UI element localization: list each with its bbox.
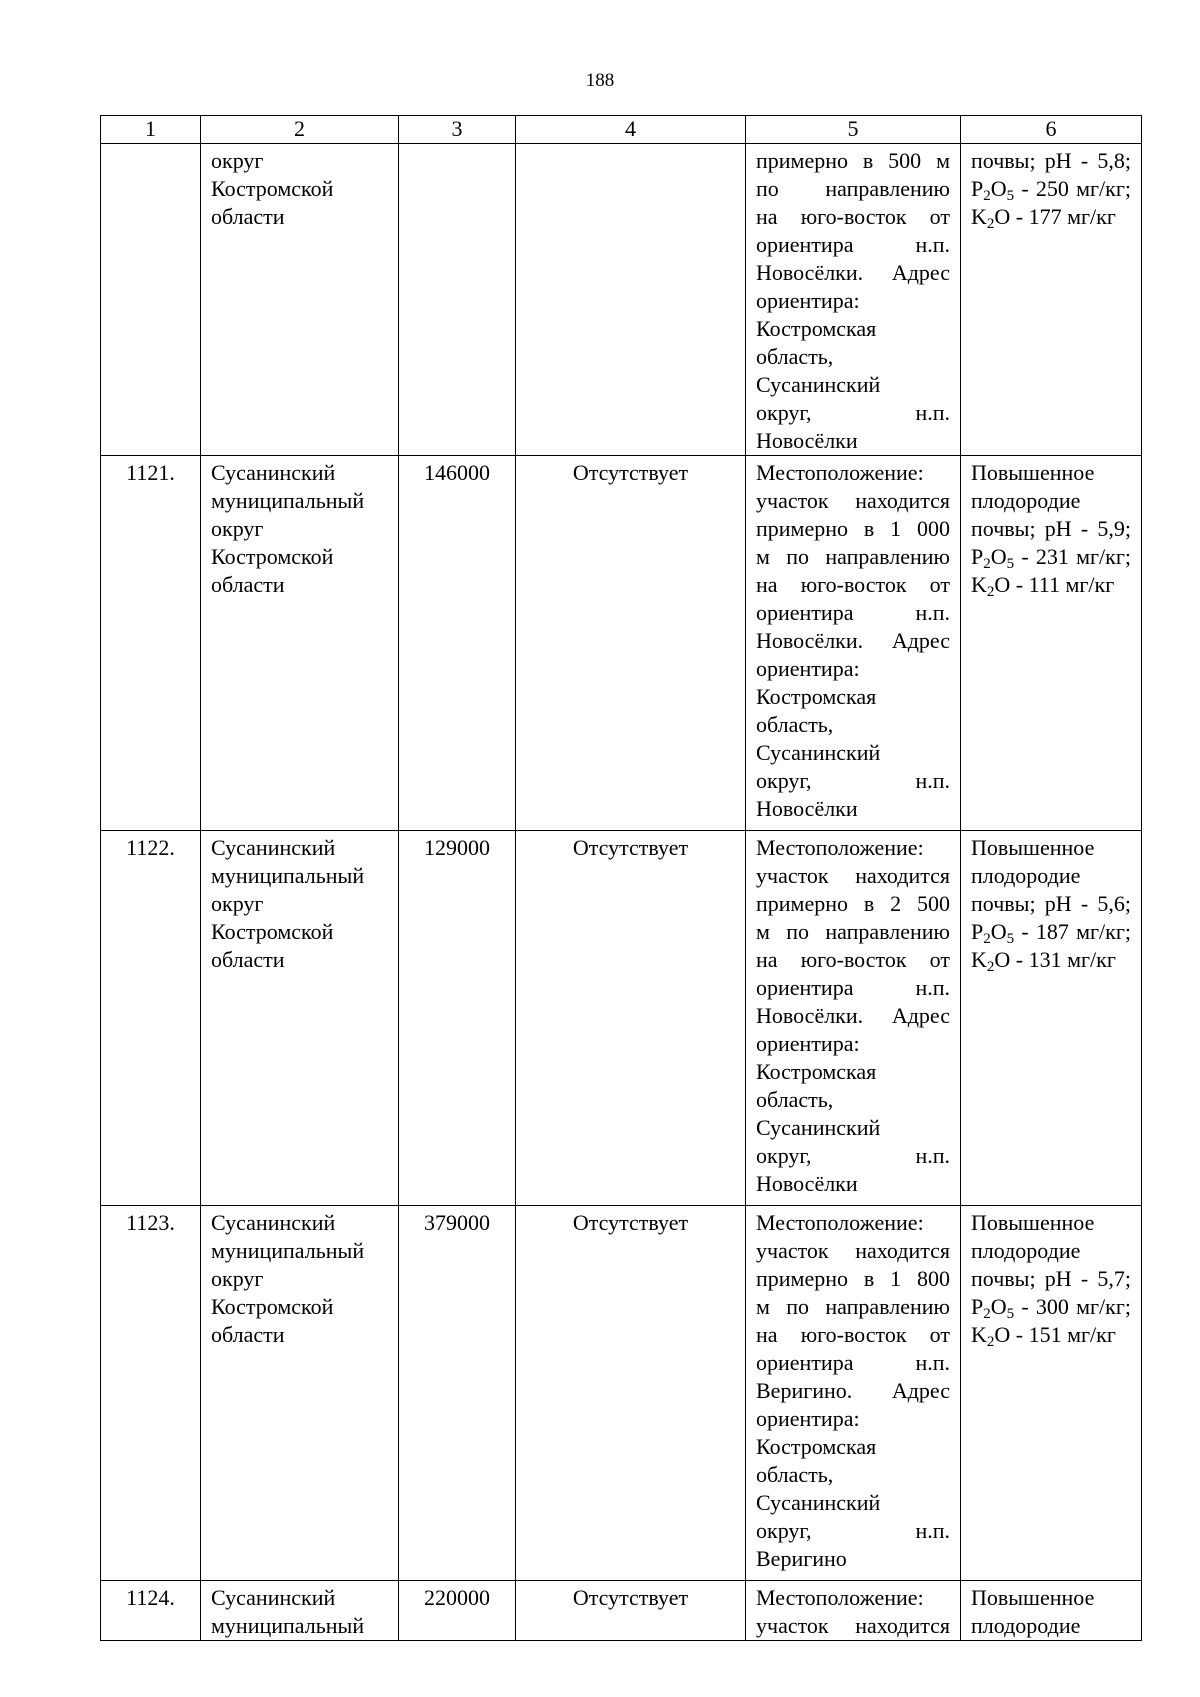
p2o5-subscript: 5 bbox=[1006, 1306, 1015, 1322]
district-line: Сусанинский bbox=[211, 1585, 336, 1610]
header-cell: 6 bbox=[961, 116, 1142, 144]
location-cell bbox=[746, 1206, 961, 1581]
location-line: Костромская bbox=[756, 684, 877, 709]
district-line: муниципальный bbox=[211, 1613, 365, 1638]
location-line: примерно в 1 800 bbox=[756, 1266, 950, 1291]
district-cell bbox=[201, 1581, 399, 1641]
location-line: Сусанинский bbox=[756, 372, 881, 397]
header-cell: 2 bbox=[201, 116, 399, 144]
district-line: округ bbox=[211, 516, 264, 541]
k2o-value: 151 bbox=[1028, 1322, 1062, 1347]
location-cell bbox=[746, 1581, 961, 1641]
area-cell: 220000 bbox=[399, 1581, 516, 1641]
location-line: область, bbox=[756, 712, 834, 737]
page-number: 188 bbox=[585, 70, 615, 91]
area-cell: 129000 bbox=[399, 831, 516, 1206]
location-line: Местоположение: bbox=[756, 835, 924, 860]
p2o5-subscript: 2 bbox=[983, 556, 991, 572]
district-line: области bbox=[211, 947, 285, 972]
location-line: Новосёлки. Адрес bbox=[756, 1003, 950, 1028]
ph-label: pH - bbox=[1044, 516, 1089, 541]
location-line: округ, н.п. bbox=[756, 768, 950, 793]
location-line: м по направлению bbox=[756, 919, 950, 944]
location-line: участок находится bbox=[756, 1613, 950, 1638]
p2o5-value: 250 bbox=[1035, 176, 1069, 201]
k2o-symbol-k: K bbox=[971, 204, 987, 229]
p2o5-value: 187 bbox=[1035, 919, 1069, 944]
soil-cell bbox=[961, 1581, 1142, 1641]
k2o-symbol-o: O bbox=[994, 947, 1011, 972]
location-line: Новосёлки bbox=[756, 1171, 858, 1196]
district-line: округ bbox=[211, 148, 264, 173]
location-line: округ, н.п. bbox=[756, 400, 950, 425]
table-row bbox=[101, 144, 1142, 456]
p2o5-subscript: 5 bbox=[1006, 931, 1015, 947]
row-number-cell: 1123. bbox=[101, 1206, 201, 1581]
k2o-value: 177 bbox=[1028, 204, 1062, 229]
district-line: Сусанинский bbox=[211, 1210, 336, 1235]
location-line: область, bbox=[756, 1087, 834, 1112]
location-line: ориентира: bbox=[756, 288, 860, 313]
soil-word: почвы; bbox=[971, 891, 1036, 916]
k2o-symbol-o: O bbox=[994, 572, 1011, 597]
p2o5-symbol-p: P bbox=[971, 176, 984, 201]
location-line: на юго-восток от bbox=[756, 204, 950, 229]
soil-word: почвы; bbox=[971, 148, 1036, 173]
k2o-subscript: 2 bbox=[986, 584, 995, 600]
p2o5-value: 231 bbox=[1035, 544, 1069, 569]
row-number-cell: 1121. bbox=[101, 456, 201, 831]
area-cell bbox=[399, 144, 516, 456]
ph-value: 5,9 bbox=[1097, 516, 1125, 541]
soil-word: почвы; bbox=[971, 516, 1036, 541]
p2o5-subscript: 5 bbox=[1006, 556, 1015, 572]
header-cell: 4 bbox=[516, 116, 746, 144]
k2o-value: 111 bbox=[1028, 572, 1060, 597]
area-cell: 379000 bbox=[399, 1206, 516, 1581]
district-cell bbox=[201, 831, 399, 1206]
district-line: муниципальный bbox=[211, 1238, 365, 1263]
location-line: Костромская bbox=[756, 1059, 877, 1084]
location-line: на юго-восток от bbox=[756, 572, 950, 597]
unit-label: мг/кг bbox=[1076, 176, 1125, 201]
status-cell: Отсутствует bbox=[516, 456, 746, 831]
area-cell: 146000 bbox=[399, 456, 516, 831]
row-number-cell: 1122. bbox=[101, 831, 201, 1206]
land-plots-table bbox=[100, 115, 1142, 1641]
unit-label: мг/кг bbox=[1076, 1294, 1125, 1319]
location-line: примерно в 1 000 bbox=[756, 516, 950, 541]
ph-value: 5,6 bbox=[1097, 891, 1125, 916]
table-header-row bbox=[101, 116, 1142, 144]
location-line: на юго-восток от bbox=[756, 947, 950, 972]
district-line: Костромской bbox=[211, 919, 334, 944]
unit-label: мг/кг bbox=[1067, 1322, 1116, 1347]
soil-fertility-label: Повышенное плодородие bbox=[971, 460, 1095, 513]
header-cell: 3 bbox=[399, 116, 516, 144]
table-row bbox=[101, 456, 1142, 831]
soil-word: почвы; bbox=[971, 1266, 1036, 1291]
location-line: м по направлению bbox=[756, 1294, 950, 1319]
p2o5-subscript: 2 bbox=[983, 1306, 991, 1322]
district-line: Сусанинский bbox=[211, 460, 336, 485]
k2o-symbol-k: K bbox=[971, 947, 987, 972]
row-number-cell bbox=[101, 144, 201, 456]
table-row bbox=[101, 831, 1142, 1206]
location-line: Местоположение: bbox=[756, 1210, 924, 1235]
district-line: округ bbox=[211, 1266, 264, 1291]
soil-fertility-label: Повышенное плодородие bbox=[971, 1585, 1095, 1638]
k2o-symbol-k: K bbox=[971, 572, 987, 597]
unit-label: мг/кг bbox=[1065, 572, 1115, 597]
location-line: ориентира: bbox=[756, 1031, 860, 1056]
district-cell bbox=[201, 1206, 399, 1581]
location-line: ориентира н.п. bbox=[756, 1350, 950, 1375]
ph-value: 5,7 bbox=[1097, 1266, 1125, 1291]
p2o5-symbol-p: P bbox=[971, 1294, 984, 1319]
location-line: Костромская bbox=[756, 316, 877, 341]
district-line: Сусанинский bbox=[211, 835, 336, 860]
location-cell bbox=[746, 831, 961, 1206]
soil-cell: Повышенное плодородие почвы; pH - 5,9; $P_2O_5 - 231$ мг/кг; $K_2O - 111$ мг/кг bbox=[961, 456, 1142, 831]
location-line: Веригино. Адрес bbox=[756, 1378, 950, 1403]
unit-label: мг/кг bbox=[1067, 204, 1116, 229]
location-line: участок находится bbox=[756, 488, 950, 513]
district-line: Костромской bbox=[211, 1294, 334, 1319]
k2o-symbol-o: O bbox=[994, 204, 1011, 229]
table-row bbox=[101, 1581, 1142, 1641]
location-line: Сусанинский bbox=[756, 1490, 881, 1515]
soil-cell: Повышенное плодородие почвы; pH - 5,6; $P_2O_5 - 187$ мг/кг; $K_2O - 131$ мг/кг bbox=[961, 831, 1142, 1206]
table-row bbox=[101, 1206, 1142, 1581]
location-line: Сусанинский bbox=[756, 740, 881, 765]
location-line: ориентира: bbox=[756, 1406, 860, 1431]
k2o-subscript: 2 bbox=[986, 959, 995, 975]
location-line: ориентира н.п. bbox=[756, 600, 950, 625]
district-cell bbox=[201, 144, 399, 456]
status-cell bbox=[516, 144, 746, 456]
soil-fertility-label: Повышенное плодородие bbox=[971, 1210, 1095, 1263]
unit-label: мг/кг bbox=[1076, 919, 1125, 944]
location-cell bbox=[746, 456, 961, 831]
p2o5-symbol-p: P bbox=[971, 919, 984, 944]
location-line: ориентира н.п. bbox=[756, 975, 950, 1000]
location-line: Новосёлки bbox=[756, 428, 858, 453]
p2o5-subscript: 5 bbox=[1006, 188, 1015, 204]
p2o5-subscript: 2 bbox=[983, 188, 991, 204]
status-cell: Отсутствует bbox=[516, 1206, 746, 1581]
location-line: по направлению bbox=[756, 176, 950, 201]
soil-fertility-label: Повышенное плодородие bbox=[971, 835, 1095, 888]
k2o-value: 131 bbox=[1028, 947, 1062, 972]
district-line: области bbox=[211, 1322, 285, 1347]
location-line: область, bbox=[756, 344, 834, 369]
location-line: Сусанинский bbox=[756, 1115, 881, 1140]
location-line: округ, н.п. bbox=[756, 1518, 950, 1543]
district-line: муниципальный bbox=[211, 863, 365, 888]
unit-label: мг/кг bbox=[1067, 947, 1116, 972]
location-line: Костромская bbox=[756, 1434, 877, 1459]
k2o-subscript: 2 bbox=[986, 216, 995, 232]
location-line: Новосёлки bbox=[756, 796, 858, 821]
location-cell bbox=[746, 144, 961, 456]
district-line: муниципальный bbox=[211, 488, 365, 513]
p2o5-symbol-p: P bbox=[971, 544, 984, 569]
location-line: область, bbox=[756, 1462, 834, 1487]
k2o-symbol-o: O bbox=[994, 1322, 1011, 1347]
location-line: Местоположение: bbox=[756, 1585, 924, 1610]
header-cell: 1 bbox=[101, 116, 201, 144]
header-cell: 5 bbox=[746, 116, 961, 144]
p2o5-symbol-o: O bbox=[990, 544, 1007, 569]
soil-cell: Повышенное плодородие почвы; pH - 5,7; $P_2O_5 - 300$ мг/кг; $K_2O - 151$ мг/кг bbox=[961, 1206, 1142, 1581]
k2o-symbol-k: K bbox=[971, 1322, 987, 1347]
soil-cell: почвы; pH - 5,8; $P_2O_5 - 250$ мг/кг; $K_2O - 177$ мг/кг bbox=[961, 144, 1142, 456]
location-line: на юго-восток от bbox=[756, 1322, 950, 1347]
p2o5-subscript: 2 bbox=[983, 931, 991, 947]
location-line: округ, н.п. bbox=[756, 1143, 950, 1168]
p2o5-value: 300 bbox=[1035, 1294, 1069, 1319]
location-line: примерно в 2 500 bbox=[756, 891, 950, 916]
status-cell: Отсутствует bbox=[516, 831, 746, 1206]
location-line: ориентира: bbox=[756, 656, 860, 681]
district-line: Костромской bbox=[211, 176, 334, 201]
ph-label: pH - bbox=[1044, 148, 1089, 173]
district-line: области bbox=[211, 572, 285, 597]
ph-label: pH - bbox=[1044, 1266, 1089, 1291]
p2o5-symbol-o: O bbox=[990, 1294, 1007, 1319]
location-line: Местоположение: bbox=[756, 460, 924, 485]
location-line: участок находится bbox=[756, 1238, 950, 1263]
district-line: округ bbox=[211, 891, 264, 916]
row-number-cell: 1124. bbox=[101, 1581, 201, 1641]
location-line: Новосёлки. Адрес bbox=[756, 260, 950, 285]
location-line: Новосёлки. Адрес bbox=[756, 628, 950, 653]
district-line: области bbox=[211, 204, 285, 229]
p2o5-symbol-o: O bbox=[990, 176, 1007, 201]
location-line: ориентира н.п. bbox=[756, 232, 950, 257]
ph-value: 5,8 bbox=[1097, 148, 1125, 173]
unit-label: мг/кг bbox=[1076, 544, 1125, 569]
district-cell bbox=[201, 456, 399, 831]
status-cell: Отсутствует bbox=[516, 1581, 746, 1641]
location-line: Веригино bbox=[756, 1546, 847, 1571]
location-line: участок находится bbox=[756, 863, 950, 888]
p2o5-symbol-o: O bbox=[990, 919, 1007, 944]
location-line: примерно в 500 м bbox=[756, 148, 950, 173]
district-line: Костромской bbox=[211, 544, 334, 569]
location-line: м по направлению bbox=[756, 544, 950, 569]
ph-label: pH - bbox=[1044, 891, 1089, 916]
k2o-subscript: 2 bbox=[986, 1334, 995, 1350]
